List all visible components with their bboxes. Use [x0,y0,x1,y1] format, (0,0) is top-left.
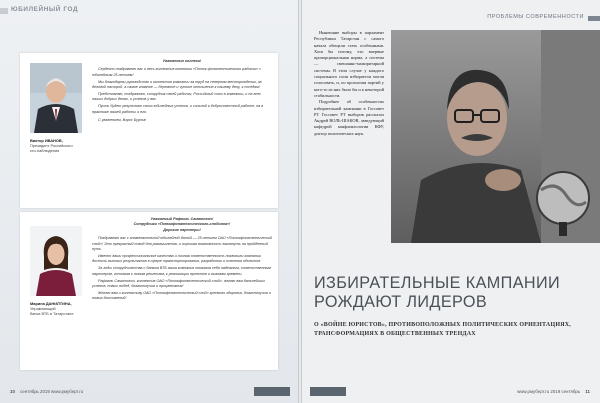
letter-heading-2: Сотрудники «Потокфонатехнического-слобовоа»! [133,222,231,227]
letter-heading: Уважаемый Рафаэль Саматович! [150,217,214,221]
letter-paragraph: Мы благодарны руководство и коллектив компании за труд на северном месторождении, за деловой настрой, а самое главное — бережное и чуткое отношение к нашему делу, к соседям! [92,79,262,90]
caption-role: Управляющий [30,306,56,311]
letter-signature: С уважением, Взрос Бурта! [98,118,147,123]
intro-column [314,30,384,137]
letter-paragraph: Пусть будет результат своих юбилейных успехов, и сильной к добросовестной работе, на в практике вашей работы и его. [92,104,264,114]
caption-role: Президент Российского [30,143,73,148]
letter-paragraph: За годы сотрудничества с банком ВТБ ваша компания показала себя надежным, ответственным партнером, готовым к новым решениям, к реализации проектов и вызовам времени. [92,266,271,276]
left-header-title: ЮБИЛЕЙНЫЙ ГОД [11,6,79,13]
greeting-card-1 [20,53,278,208]
letter-paragraph: Представляю, поздравляю, сотрудник своей работы, Российский союз в компании, и на всех наших добрых делах, и успехов у вас. [92,92,261,102]
header-bar-marker [588,16,600,21]
magazine-logo-icon [310,387,346,396]
caption-name: Виктор ИВАНОВ, [30,138,63,143]
article-headline [314,274,594,311]
letter-paragraph: Рафаэль Саматович, коллектив ОАО «Потокфонатехнический слой», желаю вам дальнейших успехов, новых побед, благополучия и процветания! [92,278,265,288]
portrait-caption-2 [30,301,86,316]
magazine-logo-icon [254,387,290,396]
right-page-number: 11 [585,389,590,394]
right-header-title: ПРОБЛЕМЫ СОВРЕМЕННОСТИ [487,14,584,20]
letter-heading-3: Дорогие партнеры! [163,227,201,232]
letter-paragraph: Желаю вам и коллективу ОАО «Потокфонатехнический слой» крепкого здоровья, благополучия и новых достижений! [92,290,271,301]
greeting-card-2 [20,212,278,370]
greeting-letter-1 [92,59,272,125]
right-page-header [460,14,600,24]
right-footer-text: www.рмуберт.ru 2019 сентябрь [517,389,581,394]
headline-line-1: ИЗБИРАТЕЛЬНЫЕ КАМПАНИИ [314,274,561,292]
left-footer-text: сентябрь 2019 www.рмуберт.ru [20,389,84,394]
header-bar-marker [0,8,8,14]
article-subheadline: О «ВОЙНЕ ЮРИСТОВ», ПРОТИВОПОЛОЖНЫХ ПОЛИТИЧЕСКИХ ОРИЕНТАЦИЯХ, ТРАНСФОРМАЦИЯХ В ОБЩЕСТВЕННЫХ ТРЕНДАХ [314,322,571,337]
letter-paragraph: Поздравляю вас с знаменательной юбилейной датой — 25-летием ОАО «Потокфонатехнический слой»! Это прекрасный повод для размышления, и хорошая возможность взглянуть на пройденный путь. [92,236,272,252]
headline-line-2: РОЖДАЮТ ЛИДЕРОВ [314,292,488,311]
greeting-letter-2 [92,217,272,303]
interview-photo [391,30,600,243]
right-page [302,0,600,403]
caption-role-2: банка ВТБ в Татарстане [30,311,74,316]
caption-role-2: гео-наблюдения [30,148,60,153]
left-page [0,0,298,403]
intro-paragraph: Нынешние выборы в парламент Республики Татарстан с самого начала обещали стать особенными. Хотя бы потому, что впервые пропорциональная норма, а система — смешанно-мажоритарной системы. В этом случае у каждого социального поля избиратели могли голосовать, и, по прогнозам партий у кого-то из них было бы и к некоторой стабильности. [314,30,384,98]
left-footer [10,389,83,394]
portrait-photo-woman [30,226,82,296]
letter-paragraph: Именно ваши профессиональные качества и личная ответственность позволили компании достичь высоких результатов в сфере транспортирования, разработок и освоения объектов. [92,253,262,264]
caption-name: Марина ДАНИЛТИНА, [30,301,72,306]
intro-paragraph: Подробнее об особенностях избирательной кампании в Госсовет РТ Госсовет РТ выборов рассказал Андрей ВОЛЬ-ШАКОВ, заведующий кафедрой конфликтологии КФУ, доктор политических наук. [314,99,384,136]
letter-paragraph: Сердечно поздравляю вас и весь коллектив компании «Поток фонатехнического работы» с юбилейным 25-летием! [92,67,262,77]
left-page-number: 10 [10,389,15,394]
letter-heading: Уважаемые коллеги! [162,59,202,63]
right-footer [517,389,590,394]
left-page-header [0,5,298,17]
portrait-photo-man [30,63,82,133]
portrait-caption-1 [30,138,86,153]
